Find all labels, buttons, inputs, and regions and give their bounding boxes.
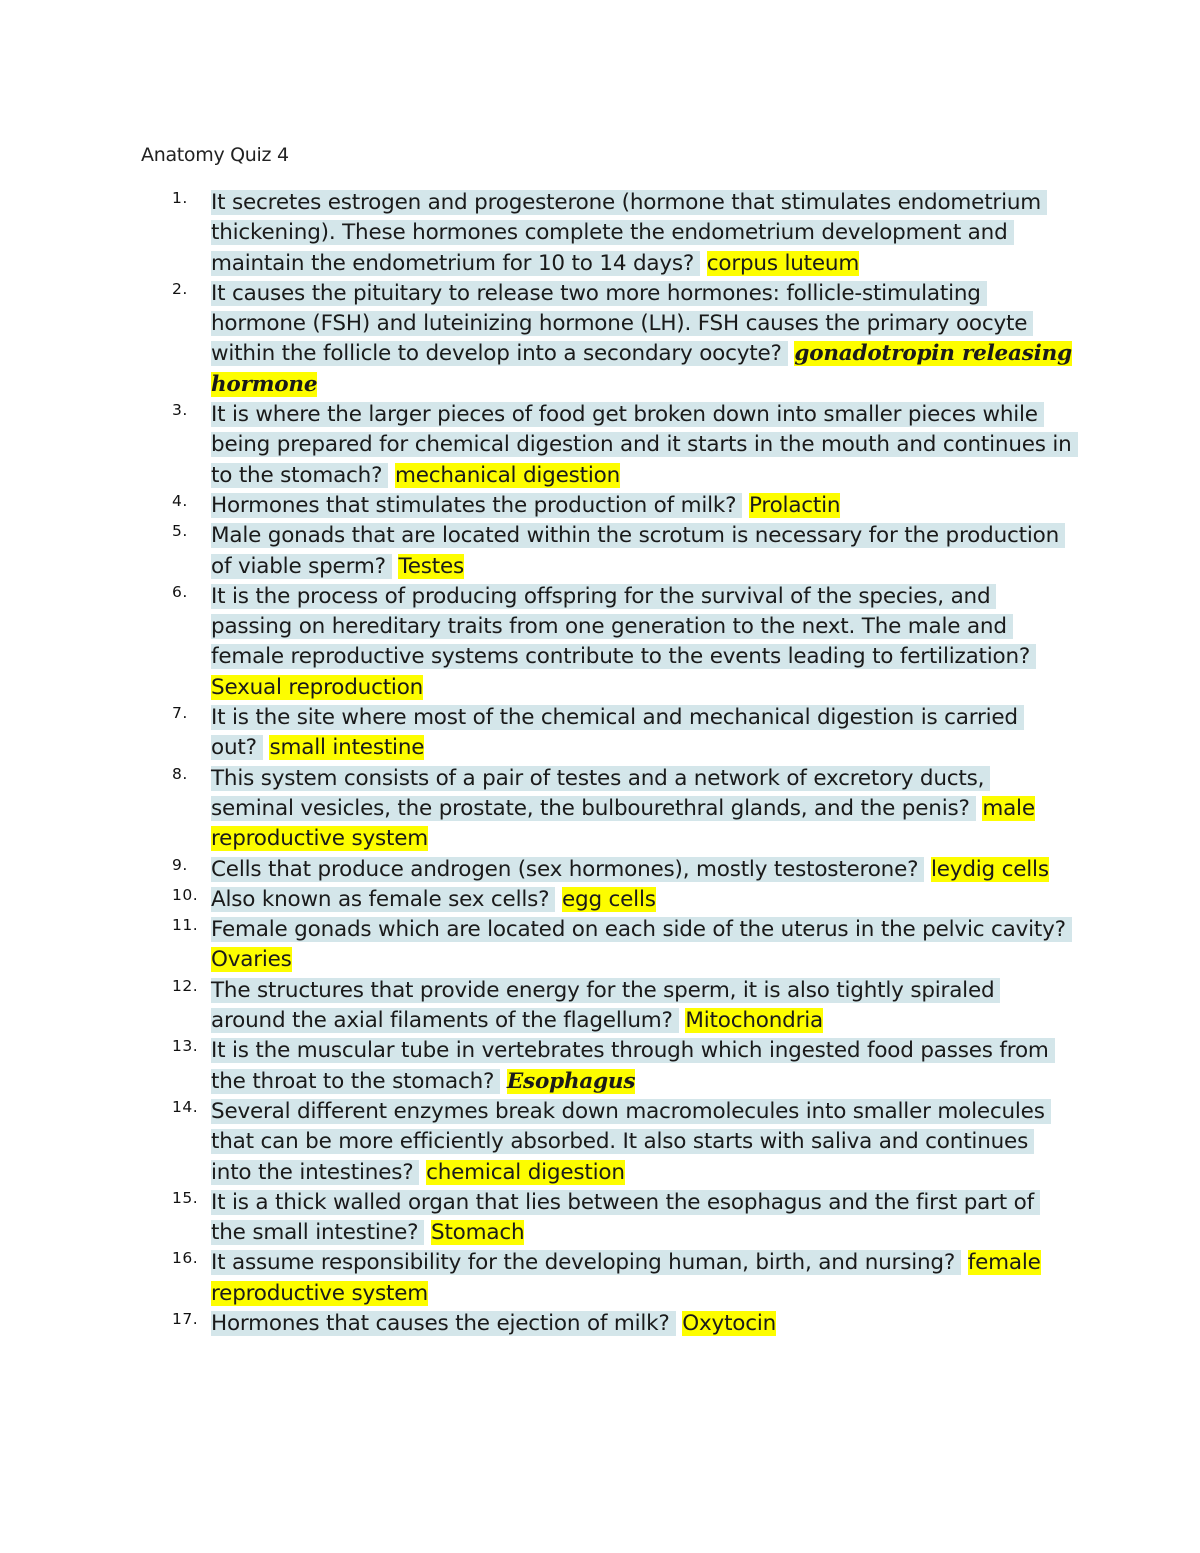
question-text: Several different enzymes break down macromolecules into smaller molecules that can be more efficiently absorbed. It also starts with saliva and continues into the intestines? xyxy=(211,1099,1051,1185)
item-number: 13. xyxy=(172,1037,199,1056)
document-title: Anatomy Quiz 4 xyxy=(141,144,289,166)
item-number: 12. xyxy=(172,976,199,995)
question-text: It is the site where most of the chemical and mechanical digestion is carried out? xyxy=(211,705,1024,760)
list-item xyxy=(172,703,1072,764)
answer-text: female reproductive system xyxy=(211,1250,1041,1306)
question-text: Female gonads which are located on each side of the uterus in the pelvic cavity? xyxy=(211,917,1072,942)
answer-text: Sexual reproduction xyxy=(211,674,424,700)
answer-text: Oxytocin xyxy=(682,1310,777,1336)
answer-text: male reproductive system xyxy=(211,795,1035,852)
list-item xyxy=(172,1248,1072,1309)
question-text: Hormones that stimulates the production of milk? xyxy=(211,493,742,518)
list-item xyxy=(172,764,1072,855)
question-text: It assume responsibility for the developing human, birth, and nursing? xyxy=(211,1250,961,1275)
item-number: 1. xyxy=(172,189,188,207)
answer-text: chemical digestion xyxy=(426,1159,625,1185)
question-text: It is where the larger pieces of food get broken down into smaller pieces while being prepared for chemical digestion and it starts in the mouth and continues in to the stomach? xyxy=(211,402,1078,488)
item-number: 14. xyxy=(172,1097,199,1116)
answer-text: leydig cells xyxy=(931,856,1049,882)
list-item xyxy=(172,855,1072,885)
item-number: 6. xyxy=(172,582,188,601)
answer-text: corpus luteum xyxy=(706,250,860,276)
question-text: Cells that produce androgen (sex hormones), mostly testosterone? xyxy=(211,857,924,882)
answer-text: Ovaries xyxy=(211,947,292,973)
list-item xyxy=(172,1309,1072,1339)
question-text: Also known as female sex cells? xyxy=(211,887,555,912)
list-item xyxy=(172,915,1072,976)
item-number: 4. xyxy=(172,491,188,510)
item-number: 9. xyxy=(172,855,188,874)
question-text: It is the muscular tube in vertebrates through which ingested food passes from the throat to the stomach? xyxy=(211,1038,1055,1093)
item-number: 7. xyxy=(172,704,188,723)
question-text: It is the process of producing offspring for the survival of the species, and passing on hereditary traits from one generation to the next. The male and female reproductive systems contribute to the events leading to fertilization? xyxy=(211,584,1036,670)
list-item xyxy=(172,1188,1072,1249)
question-text: Hormones that causes the ejection of milk? xyxy=(211,1311,676,1336)
item-number: 10. xyxy=(172,885,199,904)
list-item xyxy=(172,279,1072,400)
question-text: It is a thick walled organ that lies between the esophagus and the first part of the small intestine? xyxy=(211,1190,1040,1245)
question-text: It secretes estrogen and progesterone (hormone that stimulates endometrium thickening). These hormones complete the endometrium development and maintain the endometrium for 10 to 14 days? xyxy=(211,190,1047,276)
answer-text: Testes xyxy=(398,553,465,579)
answer-text: small intestine xyxy=(269,735,425,761)
list-item xyxy=(172,521,1072,582)
answer-text: gonadotropin releasing hormone xyxy=(211,341,1072,397)
item-number: 8. xyxy=(172,764,188,783)
item-number: 11. xyxy=(172,916,199,935)
answer-text: Stomach xyxy=(431,1220,525,1246)
item-number: 2. xyxy=(172,279,188,298)
question-text: It causes the pituitary to release two more hormones: follicle-stimulating hormone (FSH) and luteinizing hormone (LH). FSH causes the primary oocyte within the follicle to develop into a secondary oocyte? xyxy=(211,281,1033,367)
list-item xyxy=(172,188,1072,279)
item-number: 15. xyxy=(172,1188,199,1207)
list-item xyxy=(172,1097,1072,1188)
item-number: 16. xyxy=(172,1249,199,1268)
list-item xyxy=(172,1036,1072,1097)
item-number: 3. xyxy=(172,401,188,420)
list-item xyxy=(172,400,1072,491)
item-number: 5. xyxy=(172,522,188,541)
answer-text: egg cells xyxy=(561,886,656,912)
question-text: This system consists of a pair of testes and a network of excretory ducts, seminal vesicles, the prostate, the bulbourethral glands, and the penis? xyxy=(211,766,990,821)
answer-text: mechanical digestion xyxy=(394,462,621,488)
question-text: The structures that provide energy for the sperm, it is also tightly spiraled around the axial filaments of the flagellum? xyxy=(211,978,1000,1033)
list-item xyxy=(172,582,1072,703)
list-item xyxy=(172,491,1072,521)
quiz-list xyxy=(172,188,1072,1339)
list-item xyxy=(172,976,1072,1037)
answer-text: Esophagus xyxy=(506,1068,636,1094)
answer-text: Prolactin xyxy=(749,492,841,518)
question-text: Male gonads that are located within the scrotum is necessary for the production of viable sperm? xyxy=(211,523,1065,578)
item-number: 17. xyxy=(172,1309,199,1328)
answer-text: Mitochondria xyxy=(685,1008,823,1034)
list-item xyxy=(172,885,1072,915)
